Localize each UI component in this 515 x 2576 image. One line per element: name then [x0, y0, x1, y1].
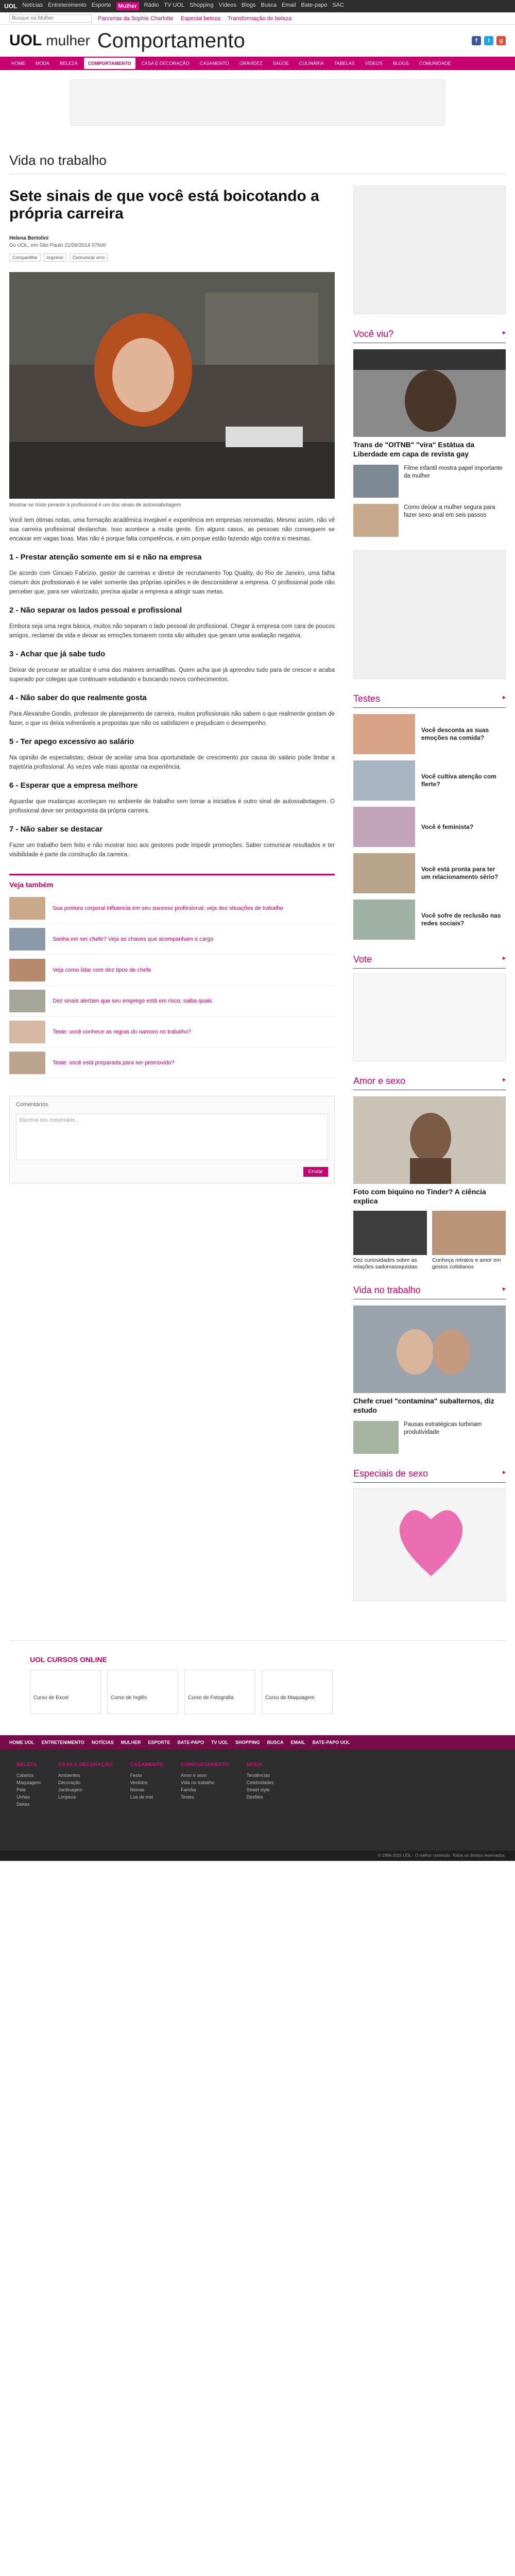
footer-nav-link[interactable]: BATE-PAPO UOL: [312, 1740, 350, 1745]
top-link[interactable]: Shopping: [190, 2, 214, 8]
uol-top-bar: [0, 0, 515, 12]
footer-links: [0, 1750, 515, 1851]
see-also-thumb: [9, 990, 45, 1012]
cursos-label[interactable]: UOL CURSOS ONLINE: [30, 1655, 107, 1664]
top-link[interactable]: Esporte: [91, 2, 111, 8]
top-link[interactable]: SAC: [332, 2, 344, 8]
top-link[interactable]: Notícias: [22, 2, 43, 8]
footer-nav: [0, 1735, 515, 1750]
amor-feature[interactable]: [353, 1096, 506, 1206]
see-also-thumb: [9, 1052, 45, 1074]
footer-column: [130, 1762, 163, 1838]
facebook-icon[interactable]: f: [472, 36, 481, 45]
footer-link[interactable]: Celebridades: [246, 1780, 274, 1785]
amor-header: [353, 1076, 506, 1090]
section-paragraph: Aguardar que mudanças aconteçam no ambiente de trabalho sem tomar a iniciativa é outro sinal de autossabotagem. O profissional deve ser protagonista da própria carreira.: [9, 799, 335, 814]
footer-nav-link[interactable]: BATE-PAPO: [177, 1740, 204, 1745]
amor-item-title: Dez curiosidades sobre as relações sadomasoquistas: [353, 1257, 418, 1270]
see-also: [9, 874, 335, 1078]
site-header: [0, 25, 515, 57]
especiais-header: [353, 1468, 506, 1483]
vida-thumb: [353, 1421, 399, 1454]
section-paragraph: Deixar de procurar se atualizar é uma das maiores armadilhas. Quem acha que já aprendeu tudo para de crescer e acaba superado por colegas que continuam estudando e buscando novos conhecimentos.: [9, 667, 335, 683]
footer-column-title[interactable]: CASA E DECORAÇÃO: [58, 1762, 113, 1768]
footer-link[interactable]: Desfiles: [246, 1794, 263, 1800]
see-also-thumb: [9, 928, 45, 951]
voce-viu-item[interactable]: [353, 465, 506, 498]
feature-title: Trans de "OITNB" "vira" Estátua da Liberdade em capa de revista gay: [353, 440, 475, 458]
see-also-thumb: [9, 959, 45, 981]
nav-item[interactable]: VÍDEOS: [365, 61, 383, 66]
item-thumb: [353, 465, 399, 498]
top-link[interactable]: Rádio: [144, 2, 159, 8]
comments-title: Comentários: [16, 1101, 48, 1108]
author: Helena Bertolini: [9, 235, 49, 241]
footer-nav-link[interactable]: SHOPPING: [235, 1740, 260, 1745]
vote-widget[interactable]: [353, 974, 506, 1061]
footer-nav-link[interactable]: NOTÍCIAS: [91, 1740, 114, 1745]
see-also-item[interactable]: [9, 924, 335, 955]
amor-thumb: [353, 1211, 427, 1255]
see-also-item[interactable]: [9, 986, 335, 1016]
twitter-icon[interactable]: t: [484, 36, 493, 45]
section-heading: 3 - Achar que já sabe tudo: [9, 650, 106, 658]
vida-item[interactable]: [353, 1421, 506, 1454]
quiz-item[interactable]: [353, 760, 506, 801]
amor-item[interactable]: [432, 1211, 506, 1270]
date: 21/08/2014: [64, 243, 91, 248]
comment-input[interactable]: Escreva seu comentário...: [16, 1114, 328, 1160]
social-links: [472, 36, 506, 45]
footer-link[interactable]: Pele: [16, 1787, 26, 1792]
byline: [9, 235, 335, 249]
footer-link[interactable]: Jardinagem: [58, 1787, 83, 1792]
google-plus-icon[interactable]: g: [496, 36, 506, 45]
voce-viu-header: [353, 329, 506, 343]
footer-link[interactable]: Família: [181, 1787, 196, 1792]
amor-item[interactable]: [353, 1211, 427, 1270]
arrow-icon[interactable]: ▸: [502, 693, 506, 701]
comment-submit-button[interactable]: Enviar: [303, 1167, 328, 1177]
section-paragraph: De acordo com Gincaio Fabrizio, gestor de carreiras e diretor de recrutamento Top Quality, do Rio de Janeiro, uma falha comum dos profissionais é se valer somente das próprias opiniões e de desconsiderar a empresa. O profissional pode não perceber que, para ser valorizado, precisa ajudar a empresa a atingir suas metas.: [9, 570, 335, 595]
nav-item[interactable]: GRAVIDEZ: [239, 61, 263, 66]
cursos-online: [9, 1640, 506, 1718]
footer-link[interactable]: Vestidos: [130, 1780, 148, 1785]
vida-header: [353, 1285, 506, 1299]
brand-logo[interactable]: UOL: [9, 32, 42, 49]
search-input[interactable]: [9, 14, 92, 23]
nav-item[interactable]: CASA E DECORAÇÃO: [141, 61, 190, 66]
source: Do UOL, em São Paulo: [9, 243, 63, 248]
footer-column-title[interactable]: BELEZA: [16, 1762, 37, 1768]
section-heading: 5 - Ter apego excessivo ao salário: [9, 737, 134, 746]
quiz-item[interactable]: [353, 807, 506, 847]
arrow-icon[interactable]: ▸: [502, 1076, 506, 1083]
copyright: © 1996-2015 UOL - O melhor conteúdo. Todos os direitos reservados.: [0, 1851, 515, 1861]
see-also-link[interactable]: Teste: você está preparada para ser promovido?: [53, 1059, 175, 1066]
section-heading: 1 - Prestar atenção somente em si e não na empresa: [9, 553, 202, 562]
footer-nav-link[interactable]: TV UOL: [211, 1740, 229, 1745]
vida-feature-title: Chefe cruel "contamina" subalternos, diz estudo: [353, 1397, 494, 1414]
quiz-title: Você cultiva atenção com flerte?: [421, 773, 496, 788]
especiais-widget[interactable]: [353, 1488, 506, 1601]
amor-feature-image: [353, 1096, 506, 1184]
curso-card[interactable]: Curso de Excel: [30, 1670, 101, 1714]
see-also-item[interactable]: [9, 1047, 335, 1078]
footer-link[interactable]: Cabelos: [16, 1773, 34, 1778]
nav-item[interactable]: SAÚDE: [272, 61, 289, 66]
curso-card[interactable]: Curso de Fotografia: [184, 1670, 255, 1714]
footer-link[interactable]: Noivas: [130, 1787, 145, 1792]
quiz-thumb: [353, 760, 415, 801]
see-also-link[interactable]: Sonha em ser chefe? Veja as chaves que acompanham o cargo: [53, 936, 214, 942]
top-link[interactable]: Busca: [261, 2, 277, 8]
see-also-link[interactable]: Sua postura corporal influencia em seu sucesso profissional; veja dez situações de trabalho: [53, 905, 283, 911]
article: [9, 185, 335, 1601]
amor-thumb: [432, 1211, 506, 1255]
footer-link[interactable]: Festa: [130, 1773, 142, 1778]
footer-link[interactable]: Street style: [246, 1787, 270, 1792]
share-button[interactable]: Compartilhe: [9, 253, 41, 262]
share-button[interactable]: Imprimir: [44, 253, 67, 262]
vote-header: [353, 954, 506, 969]
vida-feature-image: [353, 1306, 506, 1393]
section-heading: 4 - Não saber do que realmente gosta: [9, 693, 147, 702]
quiz-title: Você é feminista?: [421, 823, 474, 831]
footer-column-title[interactable]: CASAMENTO: [130, 1762, 164, 1768]
sidebar: [353, 185, 506, 1601]
quiz-item[interactable]: [353, 714, 506, 754]
quiz-thumb: [353, 853, 415, 893]
voce-viu-feature[interactable]: [353, 349, 506, 459]
footer-link[interactable]: Limpeza: [58, 1794, 76, 1800]
sidebar-ad-2[interactable]: [353, 550, 506, 679]
footer-column-title[interactable]: MODA: [246, 1762, 263, 1768]
item-title: Como deixar a mulher segura para fazer sexo anal em seis passos: [404, 504, 495, 518]
footer-column: [16, 1762, 41, 1838]
nav-item[interactable]: TABELAS: [334, 61, 355, 66]
see-also-item[interactable]: [9, 1016, 335, 1047]
see-also-item[interactable]: [9, 955, 335, 986]
top-link[interactable]: Entretenimento: [48, 2, 87, 8]
footer-nav-link[interactable]: EMAIL: [290, 1740, 305, 1745]
image-caption: Mostrar-se triste perante à profissional é um dos sinais de autossabotagem: [9, 502, 181, 508]
feature-image: [353, 349, 506, 437]
footer-column-title[interactable]: COMPORTAMENTO: [181, 1762, 229, 1768]
highlight-links: [98, 15, 291, 22]
uol-top-links: [22, 2, 344, 10]
footer-link[interactable]: Maquiagem: [16, 1780, 41, 1785]
top-link[interactable]: TV UOL: [164, 2, 185, 8]
nav-item[interactable]: BLOGS: [392, 61, 409, 66]
section-name[interactable]: Comportamento: [97, 29, 245, 52]
top-link[interactable]: Bate-papo: [301, 2, 328, 8]
vote-title: Vote: [353, 954, 372, 964]
see-also-link[interactable]: Dez sinais alertam que seu emprego está em risco; saiba quais: [53, 997, 212, 1004]
footer-link[interactable]: Vida no trabalho: [181, 1780, 215, 1785]
quiz-thumb: [353, 900, 415, 940]
item-title: Filme infantil mostra papel importante da mulher: [404, 465, 503, 479]
footer-link[interactable]: Amor e sexo: [181, 1773, 207, 1778]
hero-image: [9, 272, 335, 499]
see-also-item[interactable]: [9, 893, 335, 924]
vida-feature[interactable]: [353, 1306, 506, 1415]
vida-item-title: Pausas estratégicas turbinam produtividade: [404, 1421, 482, 1435]
quiz-item[interactable]: [353, 853, 506, 893]
section-heading: 7 - Não saber se destacar: [9, 825, 102, 834]
section-paragraph: Para Alexandre Gondin, professor de planejamento de carreira, muitos profissionais não sabem o que realmente gostam de fazer, o que os deixa vulneráveis a propostas que não os satisfazem e prejudicam o desempenho.: [9, 711, 335, 726]
nav-item[interactable]: COMUNIDADE: [419, 61, 451, 66]
nav-item[interactable]: BELEZA: [60, 61, 78, 66]
see-also-link[interactable]: Teste: você conhece as regras do namoro no trabalho?: [53, 1028, 192, 1035]
footer-nav-link[interactable]: MULHER: [121, 1740, 141, 1745]
top-link[interactable]: Mulher: [116, 2, 139, 10]
see-also-thumb: [9, 1021, 45, 1043]
intro-paragraph: Você tem ótimas notas, uma formação acadêmica invejável e experiência em empresas renomadas. Mesmo assim, não vê sua carreira profissional deslanchar. Isso acontece a muita gente. Em alguns casos, as pessoas não conseguem se encaixar em vagas boas. Mas não é porque falta competência, e sim porque estão fazendo algo contra si mesmas.: [9, 517, 335, 542]
arrow-icon[interactable]: ▸: [502, 1285, 506, 1292]
share-button[interactable]: Comunicar erro: [70, 253, 108, 262]
testes-title: Testes: [353, 693, 381, 704]
vida-title: Vida no trabalho: [353, 1285, 421, 1295]
footer-link[interactable]: Tendências: [246, 1773, 270, 1778]
comments-box: [9, 1096, 335, 1183]
page-title: Vida no trabalho: [9, 152, 506, 174]
nav-item[interactable]: HOME: [11, 61, 25, 66]
section-heading: 6 - Esperar que a empresa melhore: [9, 781, 138, 790]
footer-link[interactable]: Lua de mel: [130, 1794, 153, 1800]
uol-logo[interactable]: UOL: [4, 3, 18, 10]
footer-column: [181, 1762, 229, 1838]
time: 07h00: [92, 243, 106, 248]
footer-link[interactable]: Testes: [181, 1794, 195, 1800]
voce-viu-title: Você viu?: [353, 329, 394, 339]
curso-card[interactable]: Curso de Inglês: [107, 1670, 178, 1714]
quiz-thumb: [353, 714, 415, 754]
quiz-title: Você sofre de reclusão nas redes sociais?: [421, 912, 501, 927]
footer-nav-link[interactable]: ENTRETENIMENTO: [41, 1740, 84, 1745]
share-tools: [9, 253, 335, 262]
article-body: [9, 516, 335, 859]
section-paragraph: Embora seja uma regra básica, muitos não separam o lado pessoal do profissional. Chegar à empresa com cara de poucos amigos, reclamar da vida e deixar as emoções tomarem conta são atitudes que geram uma avaliação negativa.: [9, 623, 335, 639]
see-also-link[interactable]: Veja como lidar com dez tipos de chefe: [53, 967, 151, 973]
sub-bar: [0, 12, 515, 25]
footer-nav-link[interactable]: BUSCA: [267, 1740, 284, 1745]
quiz-thumb: [353, 807, 415, 847]
testes-header: [353, 693, 506, 708]
voce-viu-item[interactable]: [353, 504, 506, 537]
nav-item[interactable]: MODA: [36, 61, 49, 66]
especiais-title: Especiais de sexo: [353, 1468, 428, 1479]
highlight-link[interactable]: Transformação de beleza: [227, 15, 292, 22]
amor-feature-title: Foto com biquíno no Tinder? A ciência explica: [353, 1188, 486, 1205]
amor-title: Amor e sexo: [353, 1076, 406, 1086]
footer-column: [247, 1762, 274, 1838]
nav-item[interactable]: CULINÁRIA: [299, 61, 324, 66]
ad-banner[interactable]: [70, 79, 445, 126]
footer-link[interactable]: Dietas: [16, 1802, 30, 1807]
footer-nav-link[interactable]: ESPORTE: [148, 1740, 170, 1745]
section-paragraph: Fazer um trabalho bem feito e não mostrar isso aos gestores pode impedir promoções. Saber comunicar resultados e ter visibilidade é parte da construção da carreira.: [9, 842, 335, 858]
section-paragraph: Na opinião de especialistas, deixar de aceitar uma boa oportunidade de crescimento por causa do salário pode limitar a trajetória profissional. Às vezes vale mais apostar na experiência.: [9, 755, 335, 770]
nav-item[interactable]: COMPORTAMENTO: [84, 58, 135, 69]
footer-link[interactable]: Decoração: [58, 1780, 81, 1785]
footer-column: [58, 1762, 113, 1838]
woman-desk-illustration: [9, 272, 335, 499]
sidebar-ad[interactable]: [353, 185, 506, 314]
footer-link[interactable]: Ambientes: [58, 1773, 80, 1778]
headline: Sete sinais de que você está boicotando a própria carreira: [9, 188, 319, 222]
site-name[interactable]: mulher: [46, 32, 90, 48]
top-link[interactable]: Vídeos: [218, 2, 236, 8]
see-also-title: Veja também: [9, 880, 54, 889]
quiz-title: Você está pronta para ter um relacionamento sério?: [421, 866, 499, 880]
top-link[interactable]: Blogs: [241, 2, 256, 8]
highlight-link[interactable]: Especial beleza: [180, 15, 220, 22]
arrow-icon[interactable]: ▸: [502, 329, 506, 336]
amor-item-title: Conheça retratos e amor em gestos cotidianos: [432, 1257, 501, 1270]
highlight-link[interactable]: Parcerias da Sophie Charlotte: [98, 15, 174, 22]
top-link[interactable]: Email: [282, 2, 296, 8]
nav-item[interactable]: CASAMENTO: [199, 61, 229, 66]
footer-link[interactable]: Unhas: [16, 1794, 30, 1800]
arrow-icon[interactable]: ▸: [502, 954, 506, 961]
see-also-thumb: [9, 897, 45, 920]
footer-nav-link[interactable]: HOME UOL: [9, 1740, 35, 1745]
quiz-title: Você desconta as suas emoções na comida?: [421, 726, 489, 741]
item-thumb: [353, 504, 399, 537]
section-heading: 2 - Não separar os lados pessoal e profissional: [9, 606, 182, 615]
curso-card[interactable]: Curso de Maquiagem: [262, 1670, 333, 1714]
section-nav: [0, 57, 515, 70]
arrow-icon[interactable]: ▸: [502, 1468, 506, 1476]
quiz-item[interactable]: [353, 900, 506, 940]
